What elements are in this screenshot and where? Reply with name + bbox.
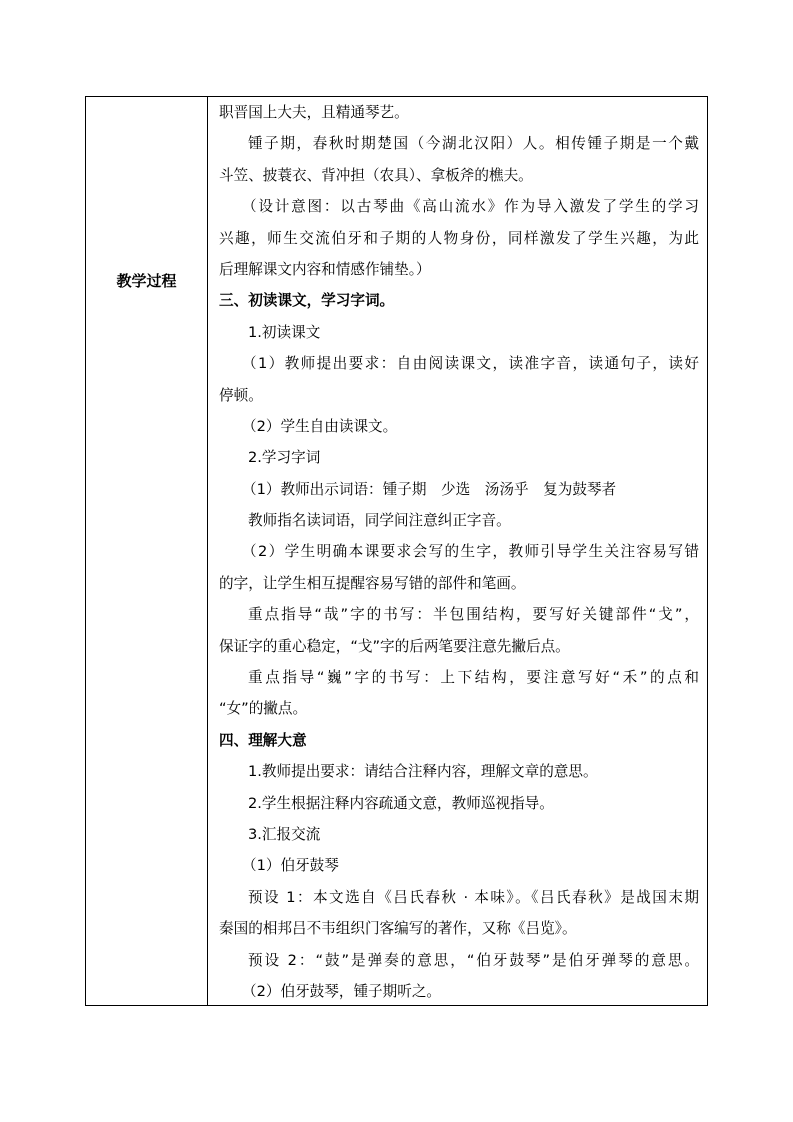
section-label-cell bbox=[86, 97, 208, 1005]
text-line: （设计意图：以古琴曲《高山流水》作为导入激发了学生的学习 bbox=[242, 198, 699, 216]
lesson-content-cell bbox=[209, 97, 707, 1007]
text-line: 1.初读课文 bbox=[248, 323, 321, 341]
text-line: 2.学生根据注释内容疏通文意，教师巡视指导。 bbox=[248, 794, 554, 812]
text-line: 后理解课文内容和情感作铺垫。） bbox=[219, 260, 431, 278]
text-line: 的字，让学生相互提醒容易写错的部件和笔画。 bbox=[219, 574, 526, 592]
lesson-plan-table bbox=[85, 96, 708, 1006]
text-line: 预设 2：“鼓”是弹奏的意思，“伯牙鼓琴”是伯牙弹琴的意思。 bbox=[248, 951, 699, 969]
text-line: 重点指导“巍”字的书写：上下结构，要注意写好“禾”的点和 bbox=[248, 669, 699, 687]
text-line: （2）学生自由读课文。 bbox=[242, 417, 398, 435]
text-line: 锺子期，春秋时期楚国（今湖北汉阳）人。相传锺子期是一个戴 bbox=[248, 135, 699, 153]
section-heading: 三、初读课文，学习字词。 bbox=[219, 292, 395, 310]
text-line: “女”的撇点。 bbox=[219, 700, 308, 718]
text-line: 秦国的相邦吕不韦组织门客编写的著作，又称《吕览》。 bbox=[219, 920, 577, 938]
text-line: 兴趣，师生交流伯牙和子期的人物身份，同样激发了学生兴趣，为此 bbox=[219, 229, 699, 247]
text-line: （2）学生明确本课要求会写的生字，教师引导学生关注容易写错 bbox=[242, 543, 699, 561]
text-line: 职晋国上大夫，且精通琴艺。 bbox=[219, 104, 409, 121]
text-line: 保证字的重心稳定，“戈”字的后两笔要注意先撇后点。 bbox=[219, 637, 570, 655]
section-heading: 四、理解大意 bbox=[219, 731, 307, 749]
section-label: 教学过程 bbox=[116, 272, 177, 290]
text-line: （1）教师提出要求：自由阅读课文，读准字音，读通句子，读好 bbox=[242, 355, 699, 373]
text-line: 2.学习字词 bbox=[248, 449, 321, 467]
text-line: 斗笠、披蓑衣、背冲担（农具）、拿板斧的樵夫。 bbox=[219, 166, 533, 184]
text-line: （2）伯牙鼓琴，锺子期听之。 bbox=[242, 982, 442, 1000]
text-line: （1）教师出示词语：锺子期 少选 汤汤乎 复为鼓琴者 bbox=[242, 480, 617, 498]
text-line: 教师指名读词语，同学间注意纠正字音。 bbox=[248, 512, 511, 530]
text-line: 3.汇报交流 bbox=[248, 825, 321, 843]
text-line: 1.教师提出要求：请结合注释内容，理解文章的意思。 bbox=[248, 763, 598, 781]
text-line: 停顿。 bbox=[219, 386, 263, 404]
text-line: 重点指导“哉”字的书写：半包围结构，要写好关键部件“戈”， bbox=[248, 606, 699, 624]
text-line: 预设 1：本文选自《吕氏春秋 · 本味》。《吕氏春秋》是战国末期 bbox=[248, 888, 699, 906]
text-line: （1）伯牙鼓琴 bbox=[242, 857, 339, 875]
